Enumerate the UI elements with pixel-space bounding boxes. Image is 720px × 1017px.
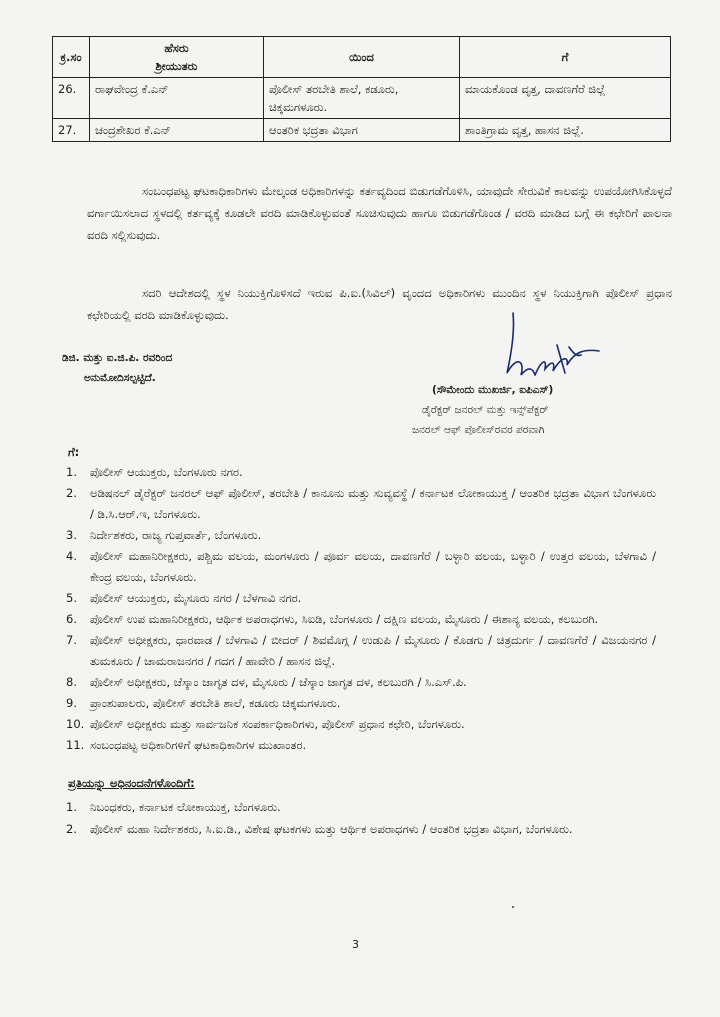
list-item-number: 6. [66,612,77,626]
list-item-text: ಪ್ರಾಂಶುಪಾಲರು, ಪೊಲೀಸ್ ತರಬೇತಿ ಶಾಲೆ, ಕಡೂರು ಚಿಕ್ಕಮಗಳೂರು. [90,696,341,710]
copies-list [66,796,656,840]
signatory-designation-line1: ಡೈರೆಕ್ಟರ್ ಜನರಲ್ ಮತ್ತು ಇನ್ಸ್‌ಪೆಕ್ಟರ್ [422,404,549,416]
header-from: ಯಿಂದ [264,37,460,78]
header-name-line2: ಶ್ರೀಯುತರು [155,59,198,73]
list-item-text: ಪೊಲೀಸ್ ಅಧೀಕ್ಷಕರು, ಧಾರವಾಡ / ಬೆಳಗಾವಿ / ಬೀದರ್ / ಶಿವಮೊಗ್ಗ / ಉಡುಪಿ / ಮೈಸೂರು / ಕೊಡಗು / ಚಿತ್ರದುರ್ಗ / ದಾವಣಗೆರೆ / ವಿಜಯನಗರ / ತುಮಕೂರು / ಚಾಮರಾಜನಗರ / ಗದಗ / ಹಾವೇರಿ / ಹಾಸನ ಜಿಲ್ಲೆ. [90,633,656,668]
row-name: ರಾಘವೇಂದ್ರ ಕೆ.ಎನ್ [90,78,264,119]
row-name: ಚಂದ್ರಶೇಖರ ಕೆ.ಎನ್ [90,119,264,142]
list-item-number: 4. [66,549,77,563]
list-item-text: ಪೊಲೀಸ್ ಅಧೀಕ್ಷಕರು, ಚೆಸ್ಕಾಂ ಜಾಗೃತ ದಳ, ಮೈಸೂರು / ಜೆಸ್ಕಾಂ ಜಾಗೃತ ದಳ, ಕಲಬುರಗಿ / ಸಿ.ಎಸ್.ಪಿ. [90,675,467,689]
list-item-number: 5. [66,591,77,605]
instruction-paragraph-1-text: ಸಂಬಂಧಪಟ್ಟ ಘಟಕಾಧಿಕಾರಿಗಳು ಮೇಲ್ಕಂಡ ಅಧಿಕಾರಿಗಳನ್ನು ಕರ್ತವ್ಯದಿಂದ ಬಿಡುಗಡೆಗೊಳಿಸಿ, ಯಾವುದೇ ಸೇರುವಿಕೆ ಕಾಲವನ್ನು ಉಪಯೋಗಿಸಿಕೊಳ್ಳದೆ ವರ್ಗಾಯಿಸಲಾದ ಸ್ಥಳದಲ್ಲಿ ಕರ್ತವ್ಯಕ್ಕೆ ಕೂಡಲೇ ವರದಿ ಮಾಡಿಕೊಳ್ಳುವಂತೆ ಸೂಚಿಸುವುದು ಹಾಗೂ ಬಿಡುಗಡೆಗೊಂಡ / ವರದಿ ಮಾಡಿದ ಬಗ್ಗೆ ಈ ಕಛೇರಿಗೆ ಪಾಲನಾ ವರದಿ ಸಲ್ಲಿಸುವುದು. [87,183,672,242]
signature-image [495,305,615,385]
list-item [66,483,656,525]
list-item [66,609,656,630]
header-name [90,37,264,78]
list-item [66,630,656,672]
list-item-text: ಸಂಬಂಧಪಟ್ಟ ಅಧಿಕಾರಿಗಳಿಗೆ ಘಟಕಾಧಿಕಾರಿಗಳ ಮುಖಾಂತರ. [90,738,307,752]
signatory-block [412,380,662,440]
instruction-paragraph-1 [87,180,672,246]
scan-speck [512,906,514,908]
list-item-text: ಪೊಲೀಸ್ ಉಪ ಮಹಾನಿರೀಕ್ಷಕರು, ಆರ್ಥಿಕ ಅಪರಾಧಗಳು, ಸಿಐಡಿ, ಬೆಂಗಳೂರು / ದಕ್ಷಿಣ ವಲಯ, ಮೈಸೂರು / ಈಶಾನ್ಯ ವಲಯ, ಕಲಬುರಗಿ. [90,612,599,626]
list-item [66,693,656,714]
header-to: ಗೆ [460,37,671,78]
copies-heading: ಪ್ರತಿಯನ್ನು ಅಧಿನಂದನೆಗಳೊಂದಿಗೆ: [68,776,195,790]
signatory-designation-line2: ಜನರಲ್ ಆಫ್ ಪೊಲೀಸ್‌ರವರ ಪರವಾಗಿ [412,424,545,436]
list-item [66,735,656,756]
list-item-text: ಪೊಲೀಸ್ ಮಹಾನಿರೀಕ್ಷಕರು, ಪಶ್ಚಿಮ ವಲಯ, ಮಂಗಳೂರು / ಪೂರ್ವ ವಲಯ, ದಾವಣಗೆರೆ / ಬಳ್ಳಾರಿ ವಲಯ, ಬಳ್ಳಾರಿ / ಉತ್ತರ ವಲಯ, ಬೆಳಗಾವಿ / ಕೇಂದ್ರ ವಲಯ, ಬೆಂಗಳೂರು. [90,549,656,584]
row-serial-no: 26. [53,78,90,119]
list-item-number: 8. [66,675,77,689]
list-item [66,588,656,609]
list-item [66,546,656,588]
page-number: 3 [352,938,359,951]
signatory-name: (ಸೌಮೇಂದು ಮುಖರ್ಜಿ, ಐಪಿಎಸ್) [432,384,554,396]
recipients-heading: ಗೆ: [68,445,80,459]
list-item-text: ನಿಬಂಧಕರು, ಕರ್ನಾಟಕ ಲೋಕಾಯುಕ್ತ, ಬೆಂಗಳೂರು. [90,800,281,814]
header-name-line1: ಹೆಸರು [164,41,189,55]
header-serial-no: ಕ್ರ.ಸಂ [53,37,90,78]
list-item-text: ಪೊಲೀಸ್ ಅಧೀಕ್ಷಕರು ಮತ್ತು ಸಾರ್ವಜನಿಕ ಸಂಪರ್ಕಾಧಿಕಾರಿಗಳು, ಪೊಲೀಸ್ ಪ್ರಧಾನ ಕಛೇರಿ, ಬೆಂಗಳೂರು. [90,717,465,731]
list-item [66,818,656,840]
list-item-text: ಅಡಿಷನಲ್ ಡೈರೆಕ್ಟರ್ ಜನರಲ್ ಆಫ್ ಪೊಲೀಸ್, ತರಬೇತಿ / ಕಾನೂನು ಮತ್ತು ಸುವ್ಯವಸ್ಥೆ / ಕರ್ನಾಟಕ ಲೋಕಾಯುಕ್ತ / ಆಂತರಿಕ ಭದ್ರತಾ ವಿಭಾಗ ಬೆಂಗಳೂರು / ಡಿ.ಸಿ.ಆರ್.ಇ, ಬೆಂಗಳೂರು. [90,486,656,521]
list-item-number: 2. [66,822,77,836]
table-row [53,119,671,142]
row-from: ಆಂತರಿಕ ಭದ್ರತಾ ವಿಭಾಗ [264,119,460,142]
list-item-number: 10. [66,717,85,731]
instruction-paragraph-2-text: ಸದರಿ ಆದೇಶದಲ್ಲಿ ಸ್ಥಳ ನಿಯುಕ್ತಿಗೊಳಿಸದೆ ಇರುವ ಪಿ.ಐ.(ಸಿವಿಲ್) ವೃಂದದ ಅಧಿಕಾರಿಗಳು ಮುಂದಿನ ಸ್ಥಳ ನಿಯುಕ್ತಿಗಾಗಿ ಪೊಲೀಸ್ ಪ್ರಧಾನ ಕಛೇರಿಯಲ್ಲಿ ವರದಿ ಮಾಡಿಕೊಳ್ಳುವುದು. [87,285,672,322]
row-to: ಮಾಯಕೊಂಡ ವೃತ್ತ, ದಾವಣಗೆರೆ ಜಿಲ್ಲೆ [460,78,671,119]
approval-line-2: ಅನುಮೋದಿಸಲ್ಪಟ್ಟಿದೆ. [84,372,156,384]
approval-note [62,348,172,388]
list-item [66,714,656,735]
row-from: ಪೊಲೀಸ್ ತರಬೇತಿ ಶಾಲೆ, ಕಡೂರು, ಚಿಕ್ಕಮಗಳೂರು. [264,78,460,119]
list-item-number: 3. [66,528,77,542]
row-serial-no: 27. [53,119,90,142]
list-item [66,525,656,546]
list-item [66,672,656,693]
list-item-number: 1. [66,465,77,479]
table-row [53,78,671,119]
list-item-number: 11. [66,738,85,752]
row-to: ಶಾಂತಿಗ್ರಾಮ ವೃತ್ತ, ಹಾಸನ ಜಿಲ್ಲೆ. [460,119,671,142]
list-item-text: ಪೊಲೀಸ್ ಆಯುಕ್ತರು, ಬೆಂಗಳೂರು ನಗರ. [90,465,243,479]
list-item [66,462,656,483]
list-item-number: 2. [66,486,77,500]
transfer-table [52,36,671,142]
list-item-number: 7. [66,633,77,647]
table-header-row [53,37,671,78]
list-item [66,796,656,818]
recipients-list [66,462,656,756]
list-item-text: ನಿರ್ದೇಶಕರು, ರಾಜ್ಯ ಗುಪ್ತವಾರ್ತೆ, ಬೆಂಗಳೂರು. [90,528,262,542]
list-item-text: ಪೊಲೀಸ್ ಆಯುಕ್ತರು, ಮೈಸೂರು ನಗರ / ಬೆಳಗಾವಿ ನಗರ. [90,591,302,605]
list-item-text: ಪೊಲೀಸ್ ಮಹಾ ನಿರ್ದೇಶಕರು, ಸಿ.ಐ.ಡಿ., ವಿಶೇಷ ಘಟಕಗಳು ಮತ್ತು ಆರ್ಥಿಕ ಅಪರಾಧಗಳು / ಆಂತರಿಕ ಭದ್ರತಾ ವಿಭಾಗ, ಬೆಂಗಳೂರು. [90,822,573,836]
list-item-number: 9. [66,696,77,710]
approval-line-1: ಡಿಜಿ. ಮತ್ತು ಐ.ಜಿ.ಪಿ. ರವರಿಂದ [62,352,173,364]
list-item-number: 1. [66,800,77,814]
